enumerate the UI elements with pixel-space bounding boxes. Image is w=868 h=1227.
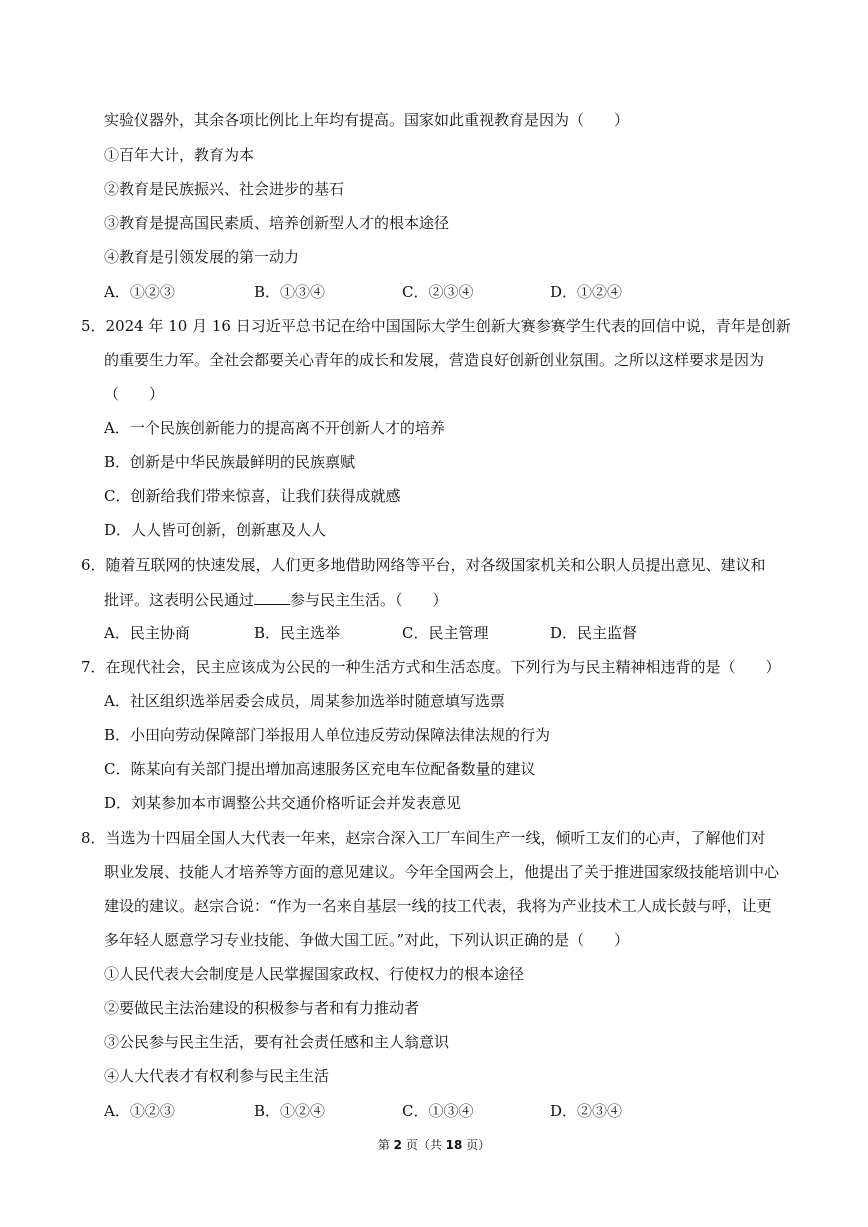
q8-option-a[interactable]: A．①②③ (104, 1102, 175, 1120)
q6-stem-line-1: 6．随着互联网的快速发展，人们更多地借助网络等平台，对各级国家机关和公职人员提出意见、建议和 (81, 556, 766, 574)
q6-option-c[interactable]: C．民主管理 (402, 624, 489, 642)
q7-option-b[interactable]: B．小田向劳动保障部门举报用人单位违反劳动保障法律法规的行为 (104, 726, 551, 744)
q6-option-d[interactable]: D．民主监督 (550, 624, 638, 642)
q7-stem: 7．在现代社会，民主应该成为公民的一种生活方式和生活态度。下列行为与民主精神相违背的是（ ） (81, 658, 781, 676)
q8-item-2: ②要做民主法治建设的积极参与者和有力推动者 (104, 999, 420, 1017)
q8-stem-line-1: 8．当选为十四届全国人大代表一年来，赵宗合深入工厂车间生产一线，倾听工友们的心声，了解他们对 (81, 829, 766, 847)
q6-option-a[interactable]: A．民主协商 (104, 624, 190, 642)
q8-stem-line-3: 建设的建议。赵宗合说：“作为一名来自基层一线的技工代表，我将为产业技术工人成长鼓与呼，让更 (104, 897, 772, 915)
q5-option-a[interactable]: A．一个民族创新能力的提高离不开创新人才的培养 (104, 419, 445, 437)
q8-option-b[interactable]: B．①②④ (254, 1102, 326, 1120)
footer-total-pages: 18 (445, 1138, 463, 1152)
q8-option-d[interactable]: D．②③④ (550, 1102, 623, 1120)
q6-stem-post: 参与民主生活。（ ） (290, 591, 448, 609)
q8-item-4: ④人大代表才有权利参与民主生活 (104, 1067, 330, 1085)
q7-option-d[interactable]: D．刘某参加本市调整公共交通价格听证会并发表意见 (104, 794, 462, 812)
q4-option-c[interactable]: C．②③④ (402, 283, 474, 301)
footer-page-number: 2 (393, 1138, 402, 1152)
footer-suffix: 页） (462, 1138, 491, 1152)
q8-item-1: ①人民代表大会制度是人民掌握国家政权、行使权力的根本途径 (104, 965, 525, 983)
q4-item-3: ③教育是提高国民素质、培养创新型人才的根本途径 (104, 214, 450, 232)
q4-stem: 实验仪器外，其余各项比例比上年均有提高。国家如此重视教育是因为（ ） (104, 111, 630, 129)
q4-option-d[interactable]: D．①②④ (550, 283, 623, 301)
q8-stem-line-4: 多年轻人愿意学习专业技能、争做大国工匠。”对此，下列认识正确的是（ ） (104, 931, 630, 949)
q4-item-4: ④教育是引领发展的第一动力 (104, 248, 300, 266)
q6-answer-blank (254, 589, 290, 605)
q5-option-d[interactable]: D．人人皆可创新，创新惠及人人 (104, 521, 327, 539)
page-footer (0, 1137, 868, 1153)
q6-stem-pre: 批评。这表明公民通过 (104, 591, 255, 609)
q5-stem-line-2: 的重要生力军。全社会都要关心青年的成长和发展，营造良好创新创业氛围。之所以这样要求是因为 (104, 351, 765, 369)
q8-stem-line-2: 职业发展、技能人才培养等方面的意见建议。今年全国两会上，他提出了关于推进国家级技能培训中心 (104, 863, 780, 881)
q7-option-c[interactable]: C．陈某向有关部门提出增加高速服务区充电车位配备数量的建议 (104, 760, 536, 778)
q8-item-3: ③公民参与民主生活，要有社会责任感和主人翁意识 (104, 1033, 450, 1051)
q5-stem-line-3: （ ） (104, 385, 165, 403)
footer-middle: 页（共 (402, 1138, 446, 1152)
q4-option-a[interactable]: A．①②③ (104, 283, 175, 301)
q6-option-b[interactable]: B．民主选举 (254, 624, 341, 642)
q4-option-b[interactable]: B．①③④ (254, 283, 326, 301)
q5-stem-line-1: 5．2024 年 10 月 16 日习近平总书记在给中国国际大学生创新大赛参赛学生代表的回信中说，青年是创新 (81, 317, 791, 335)
q6-stem-line-2 (104, 589, 448, 610)
q5-option-c[interactable]: C．创新给我们带来惊喜，让我们获得成就感 (104, 487, 401, 505)
footer-prefix: 第 (377, 1138, 394, 1152)
q4-item-1: ①百年大计，教育为本 (104, 146, 255, 164)
q7-option-a[interactable]: A．社区组织选举居委会成员，周某参加选举时随意填写选票 (104, 692, 505, 710)
q4-item-2: ②教育是民族振兴、社会进步的基石 (104, 180, 345, 198)
q8-option-c[interactable]: C．①③④ (402, 1102, 474, 1120)
q5-option-b[interactable]: B．创新是中华民族最鲜明的民族禀赋 (104, 453, 356, 471)
